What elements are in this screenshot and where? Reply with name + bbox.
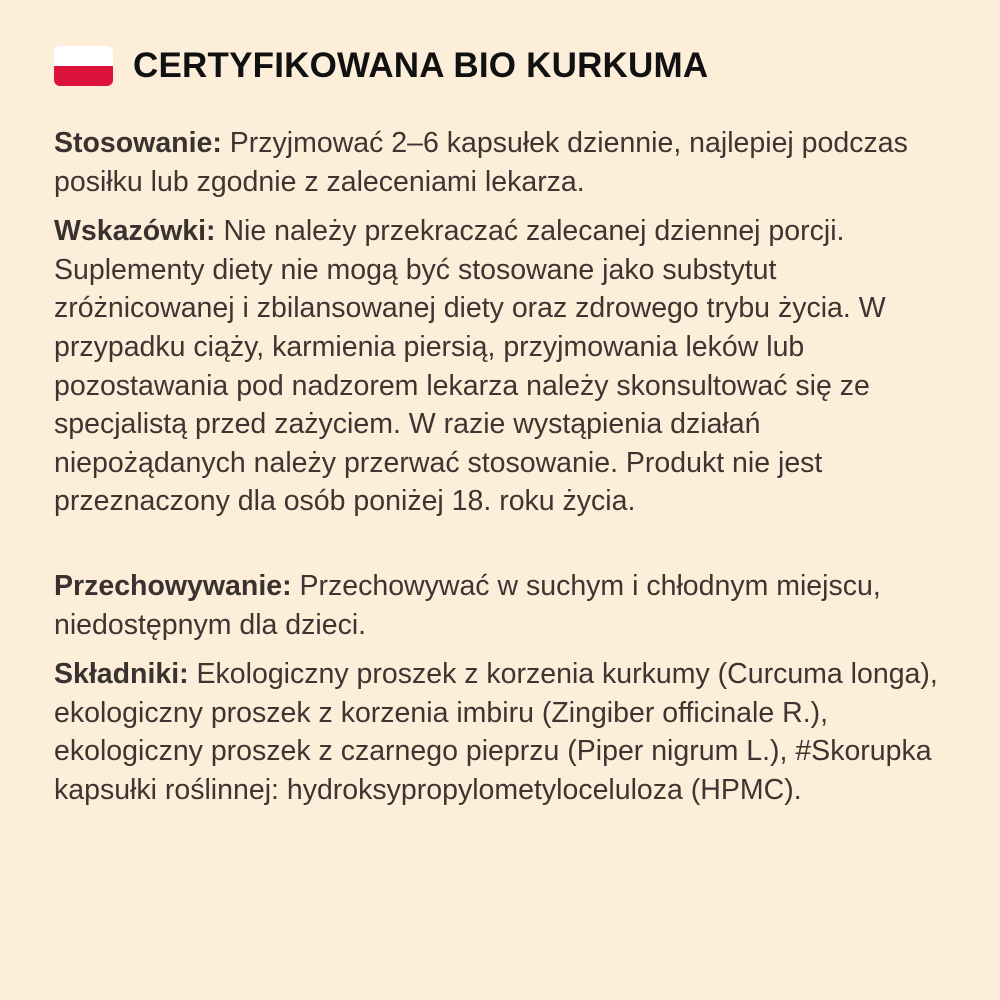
section-ingredients-text: Ekologiczny proszek z korzenia kurkumy (Curcuma longa), ekologiczny proszek z korzenia imbiru (Zingiber officinale R.), ekologiczny proszek z czarnego pieprzu (Piper nigrum L.), #Skorupka kapsułki roślinnej: hydroksypropylometyloceluloza (HPMC). [54,658,938,806]
section-storage-text: Przechowywać w suchym i chłodnym miejscu, niedostępnym dla dzieci. [54,569,881,641]
section-usage [54,124,954,201]
section-warnings [54,212,954,521]
section-ingredients-label: Składniki: [54,658,189,691]
section-storage-label: Przechowywanie: [54,569,292,602]
flag-white-stripe [54,46,113,66]
flag-red-stripe [54,66,113,86]
section-warnings-text: Nie należy przekraczać zalecanej dziennej porcji. Suplementy diety nie mogą być stosowane jako substytut zróżnicowanej i zbilansowanej diety oraz zdrowego trybu życia. W przypadku ciąży, karmienia piersią, przyjmowania leków lub pozostawania pod nadzorem lekarza należy skonsultować się ze specjalistą przed zażyciem. W razie wystąpienia działań niepożądanych należy przerwać stosowanie. Produkt nie jest przeznaczony dla osób poniżej 18. roku życia. [54,215,886,518]
section-ingredients [54,655,954,809]
section-usage-text: Przyjmować 2–6 kapsułek dziennie, najlepiej podczas posiłku lub zgodnie z zaleceniami lekarza. [54,127,908,198]
section-warnings-label: Wskazówki: [54,215,216,248]
page-title: CERTYFIKOWANA BIO KURKUMA [133,46,709,85]
section-usage-label: Stosowanie: [54,127,222,159]
poland-flag-icon [54,46,113,86]
header [54,44,708,88]
section-storage [54,567,954,644]
product-info [54,124,954,810]
